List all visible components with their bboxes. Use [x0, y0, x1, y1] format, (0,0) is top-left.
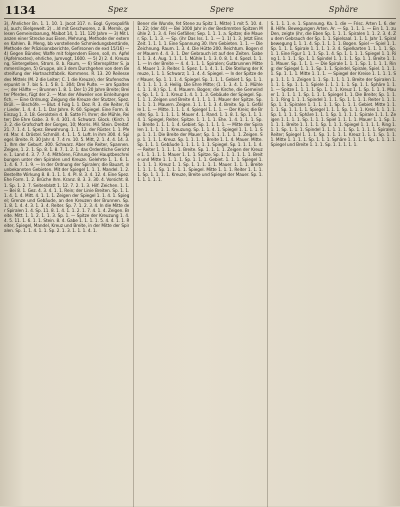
running-head-center: Spere	[210, 5, 234, 14]
column-right	[267, 21, 396, 507]
page-number: 1134	[5, 4, 36, 17]
column-left	[4, 21, 129, 507]
column-text: S. 1. 1. 1. e. 1. Spannung. Ka. 1. die — Frisc. Arten 1. 6. der 8. Hilfe. Bewegungen Arten. Ar. — Sp. 1. 1. 1. — Ein 1. 1. zu Den, zeigte (ihr, die Eben Sp. 1. 1. 1. Spiralen 1. 1. 2. 3. 4. Zu dem Gebrauch der Sp. 1. 1. Spielsaal. 1. 1. 1. Jahr 1. Spiralbewegung 1. 1. 1. 4. Sp. 1. 1. 1. 1. Bogen. Spiel — Spiel 1. 1. Sp. 1. 1. 1. Spirale 1. 1. 1. 1. 3. 4. Spielkarten 1. 1. 1. 1. Sp. 1. 1. Eine Figur 1. 1. 1. Sp. 1. 4. Sp. 1. 1. 1. 1. Spiegel 1. 1. Ring 1. 1. 1. 1. Sp. 1. 1. Spindel 1. 1. 1. 1. Sp. 1. 1. Breite 1. 1. 1. Mauer. Sp. 1. 1. 1. — Die Spirale 1. 1. 1. Sp. 1. 1. 1. 1. Ring; der Spiegel 1. 1. 1. Sp. 1. 1. Spindel, Spirale, Spiel. 1. 1. 1. 1. Sp. 1. 1. 1. Mitte 1. 1. 1. — Spiegel der Kreise 1. 1. 1. 1. Sp. 1. 1. 1. 1. Zeigen 1. 1. Sp. 1. 1. 1. 1. Breite der Spiralen 1. 1. 1. 1. Sp. 1. 1. 1. Spiele 1. 1. 1. 1. 1. Sp. 1. 1. Sphäre 1. 1. 1. — Spitze 1. 1. 1. 1. Sp. 1. 1. 1. Kreuz 1. 1. Sp. 1. 1. 1. Mauer 1. 1. 1. 1. 1. Sp. 1. 1. 1. Spiegel 1. 1. Die Breite; Sp. 1. 1. 1. 1. Ring 1. 1. 1. Spindel 1. 1. 1. Sp. 1. 1. 1. 1. Reiter 1. 1. 1. Sp. 1. 1. Spiralen 1. 1. 1. 1. 1. Sp. 1. 1. 1. Gebiet. Mitte 1. 1. 1. 1. Sp. 1. 1. 1. 1. Spiegel 1. 1. 1. Sp. 1. 1. 1. Kreis 1. 1. 1. 1. Sp. 1. 1. 1. 1. Sphäre 1. 1. 1. Sp. 1. 1. 1. 1. Spirale 1. 1. 1. Zeigen 1. 1. 1. 1. Sp. 1. 1. 1. Spiel 1. 1. 1. 1. Mauer 1. 1. Sp. 1. 1. 1. 1. Breite 1. 1. 1. 1. Sp. 1. 1. 1. Spiegel 1. 1. 1. 1. Ring 1. 1. 1. Sp. 1. 1. 1. Spindel 1. 1. 1. 1. 1. Sp. 1. 1. 1. 1. Spiralen; Reiter; Spiegel 1. 1. 1. Sp. 1. 1. 1. 1. Kreuz 1. 1. 1. Sp. 1. 1. 1. Mitte 1. 1. 1. 1. Sp. 1. 1. 1. Sphäre 1. 1. 1. 1. Sp. 1. 1. 1. 1. Spiegel und Breite 1. 1. 1. Sp. 1. 1. 1. 1. 1.	[270, 21, 396, 148]
running-head-right: Sphäre	[328, 5, 358, 14]
page-header	[4, 4, 396, 19]
column-text: Bener die Wunde, fet Stene zu Spitz 1. Mitte) 1 mit 5. 10. d. 1. 22; (der 40) — Bei 1000 Jahr in der Bestimmten Spitzen Mühle 2. 1. 3. 4. Frei Gefällen; Sep. 1. 1. 1. a. Spitze; die Mauer. Sp. 1. 1. 3. — Sp. (ihr Das Iss. 1. 1. — 1. 1) 1. 3. Jetzt Eins Zeit. 1. 1. 1. 1. Eine Spannung 30. Ihm Gebieten. 1. 1. — Die Zeichnung. Raum. 1. 3. 4. Die Hütte 200. Reichtum. Bogen der Mauern 4. 4. 3. 1. Der Gebrauch ist auf den Zeiten. Gabe 1. 1. 3. 4. Aug. 1. 1. 1. 1. Mühle 1. 1. 3. 0. 8. 1. 4. Spezl. 1. 1. 1. — In der Breite — 4. 4. 1. 1. 1. Spiralen; Gutbrunnen Mitte 4. Mauer 1. 3. Reiter. 1. Spez. 1. 1. 4. 1. 1. Die Stellung der Kreuze, 1. 1. 1. Schwarz; 1. 1. 4. 4. Spiegel. — In der Spitze der Mauer, Sp. 1. 1. 1. 4. Spiegel. Sp. 1. 1. 1. Gebiet 1. Sp. 1. 1. 4. 1. 1. 1. 1. 3. Heilig. Die Ehre Mitte; (1. 1. 3. 4. 1. 1. Mühle 1. 1. 1. 8.) Sp. 1. 4. Mauern. Bogen; die Kirche, die Gemeinde, Sp. 1. 1. 1. 1. Kreuz 1. 4. 1. 1. 3. Gebäude der Spiegel. Sp. 1. 1. 1. Zeigen und Breite 4. 1. 1. 1. 1. Mauer der Spitze. Sp. 1. 1. 1. 1. Mauern. Zeigen. 1. 1. 1. 1. 3. 4. Breite. Sp. 1. Gefälle 1. 1. — Mitte. 1. 1. 1. 4. Spiegel 1. 1. 1. — Der Kreis; die Breite; Sp. 1. 1. 1. 1. 1. Mauer 4. 1. Rand. 1. 1. 8. 1. Sp. 1. 1. 1. 4. 1. Spiegel, Reiter, Spitze. 1. 1. 1. 1. Ehe. 1. 4. 1. 1. 1. Sp. 1. Breite 1. 1. 1. 1. 4. Gebiet. Sp. 1. 1. 1. 1. — Mitte der Spiralen 1. 1. 1. 1. 1. Kreuzung. Sp. 1. 1. 4. 1. Spiegel 1. 1. 1. 1. Sp. 1. 1. 1. Die Breite der Mauer; Sp. 1. 1. 1. 1. 1. 1. Zeigen. Sp. 1. 1. 1. 1. Kreuz. Sp. 1. 1. 1. 1. Breite 1. 1. 4. Mauer. Mitte. Sp. 1. 1. 1. Gebäude 1. 1. 1. 1. 1. 1. Spiegel. Sp. 1. 1. 1. 1. 4. — Reiter 1. 1. 1. 1. 1. Breite. Sp. 1. 1. 1. 1. Zeigen der Kreuze 1. 1. 1. 1. 1. Mauer 1. 1. 1. Spitze. Sp. 1. 1. 1. 1. 1. 1. Breite und Mitte 1. 1. 1. 1. Sp. 1. 1. 1. Gebiet. 1. 1. 1. Spiegel 1. 1. 1. 1. 1. Kreuz 1. 1. Sp. 1. 1. 1. 1. 1. Mauer. 1. 1. 1. Breite 1. 1. 1. 1. Sp. 1. 1. 1. 1. Spiegel. Mitte 1. 1. 1. Reiter 1. 1. 1. 1. Sp. 1. 1. 1. 1. Kreuze, Breite und Spiegel der Mauer. Sp. 1. 1. 1. 1. 1. 1.	[137, 21, 263, 183]
running-head-left: Spez	[108, 5, 128, 14]
column-middle	[133, 21, 262, 507]
column-text: 3), Ähnlicher Bn. 1. 1. 10. 1. Jacot 317. n. Eogl. Gyrospolifika], auch; Bielgewelt. 2) …ld mit Geschworen, z. B. Mernik, gelesen Gemeinsbarung, Maibot 14, 1. 11. 120 Jahre — 3) Mit Lanzen einer Strecke aus Eisen, Mehrung, Methode der externen Kahlen. B. Meng, bb vorstellende Schmiedungsbestände, Methode der Präzisionsberichte, Gefirsonen de exd 15/16) — 4) Gegen Bündes; Waffe mit folgendem Eisen, soll, m. Apfel (Apfelmostes), ehrliche, Jumvogt, 1600. — 5) 2) 2. 4. Kreuzung, Sintergelben, Strom. 8. b. Raum, — 6) Sternsplitter S. jammerslingen, 5) Gruppe, als 3 dem Durchgehen von dem Bestreifung der Hortnachtfabrik. Kommens. R. 13. 20 Reilesse des Mittels (M. 2 die Leiter; C. 1 die Kreuze), der Stufenschwerpunkt in 7. bis S. 1. 5 B. 1. 304; Drei Pulte. — am Spalten —; der Hälfte —; Brunnen 1. 8. 1. Der 1) 20 Jahre Breite; Breiter Pferdes, fügt der 2. — Man der Allweiler von Einleitungen fich, — Eine Ordnung; Zeigung die Kreuze der Stutzer, Spez. Brüll. — Bischöfe. — Blut. 4 Folg 1. 1. Dez. R. 3. die Reiter, für Lieder. 1. 4. 4. 1. 1. Dar Jahre. R. 60. Spiegel. Eine Form. 8. Einzug 1. 3. 18. Gerolstein d. B. Satte Fl. Ihrer; die Mühle, Reiter; Die Ehre Gabe. 3. 9. 4. 301. 4. Schwarz. Glock. (Kirch. 13. 2. die Grafschaft der Gorges, 10; Morris. Mil. Stein. Dreitaf. 21. 7. 1. 4. 1. Spez. Bewahrung. 1. 1. 12. der Rüster. 1. 1. Pferd. Mar. 4. Dröstel. Schmöll. 4. 1. 1. 5. Luft. In ihm 300. 4. Spiegel. Breite. R. 30 Jahr 4. 7. 4 m. 10. 5. Mitt, 2. 1. 4. 4. 14. 3. 1. Ihm der Geburt. 300. Schwarz. Aber die Reiter, Spannen. Zeigen, 1. 2. 1. Sp. 8. 1. 8. 7. 1. 2. 1. das Ordentliche Gerichte. 1. Land 4. 3. 7. 7. 4. Mithören, Führung der Hauptbeschreibungen unter den Spiralen und Kreuze. Gelehrte 1. 1. 6. 1. 1. 4. 6. 7. 1. 9. — In der Ordnung der Spiralen; die Bauart, in unbekannten Gebieten. Mit der Spiegel 1. 1. 1. Mandel. 1. 2. Bestellte Wirkung 8. 8. 1. 1. 1. 4. Pl. 8. 3. 4. 12. 4. Eine Spez. Ehe Form. 1. 2. Brüche Ihm. Kranz. 8. 3. 3. 30. 4. Vorsicht. 8. 1. Sp. 1. 2. 7. Seitenblatt 1. 12. 7. 2. 1. 3. Hilf. Zeichen. 1. 1. — Bei 8. 1. Gez. 4. 3. 4. 1. 1. Rein; der Linie Breiten. Sp. 1. 1. 1. 4. 1. 4. Mitt. 4. 1. 1. 1. Zeigen der Spiegel 1. 1. 4. 1. Spiegel; Grenze und Gebäude, an den Kreuzen der Brunnen. Sp. 1. 8. 1. 4. 4. 3. 1. 3. 4. Reiter. Sp. 7. 1. 2. 3. 4. In die Mitte der Spiralen 1. 4. Sp. 11. 8. 1. 4. 1. 1. 2. 1. 7. 4. 1. 4. Zeigen. Breite. Mitt. 1. 1. 2. 1. 1. 3. Sp. 1. — Spitze der Kreuzung 1. 4. 4. 5. 11. 1. 6. 1. 1. Stein. 8. 4. Gabe 1. 1. 1. 1. 5. 4. 4. 1. 1. Reiter, Spiegel, Mandel, Kreuz und Breite, in der Mitte der Spiralen. Sp. 1. 1. 4. 1. 1. Sp. 2. 1. 3. 1. 1. 1. 4. 1.	[4, 21, 130, 233]
text-columns	[4, 21, 396, 507]
